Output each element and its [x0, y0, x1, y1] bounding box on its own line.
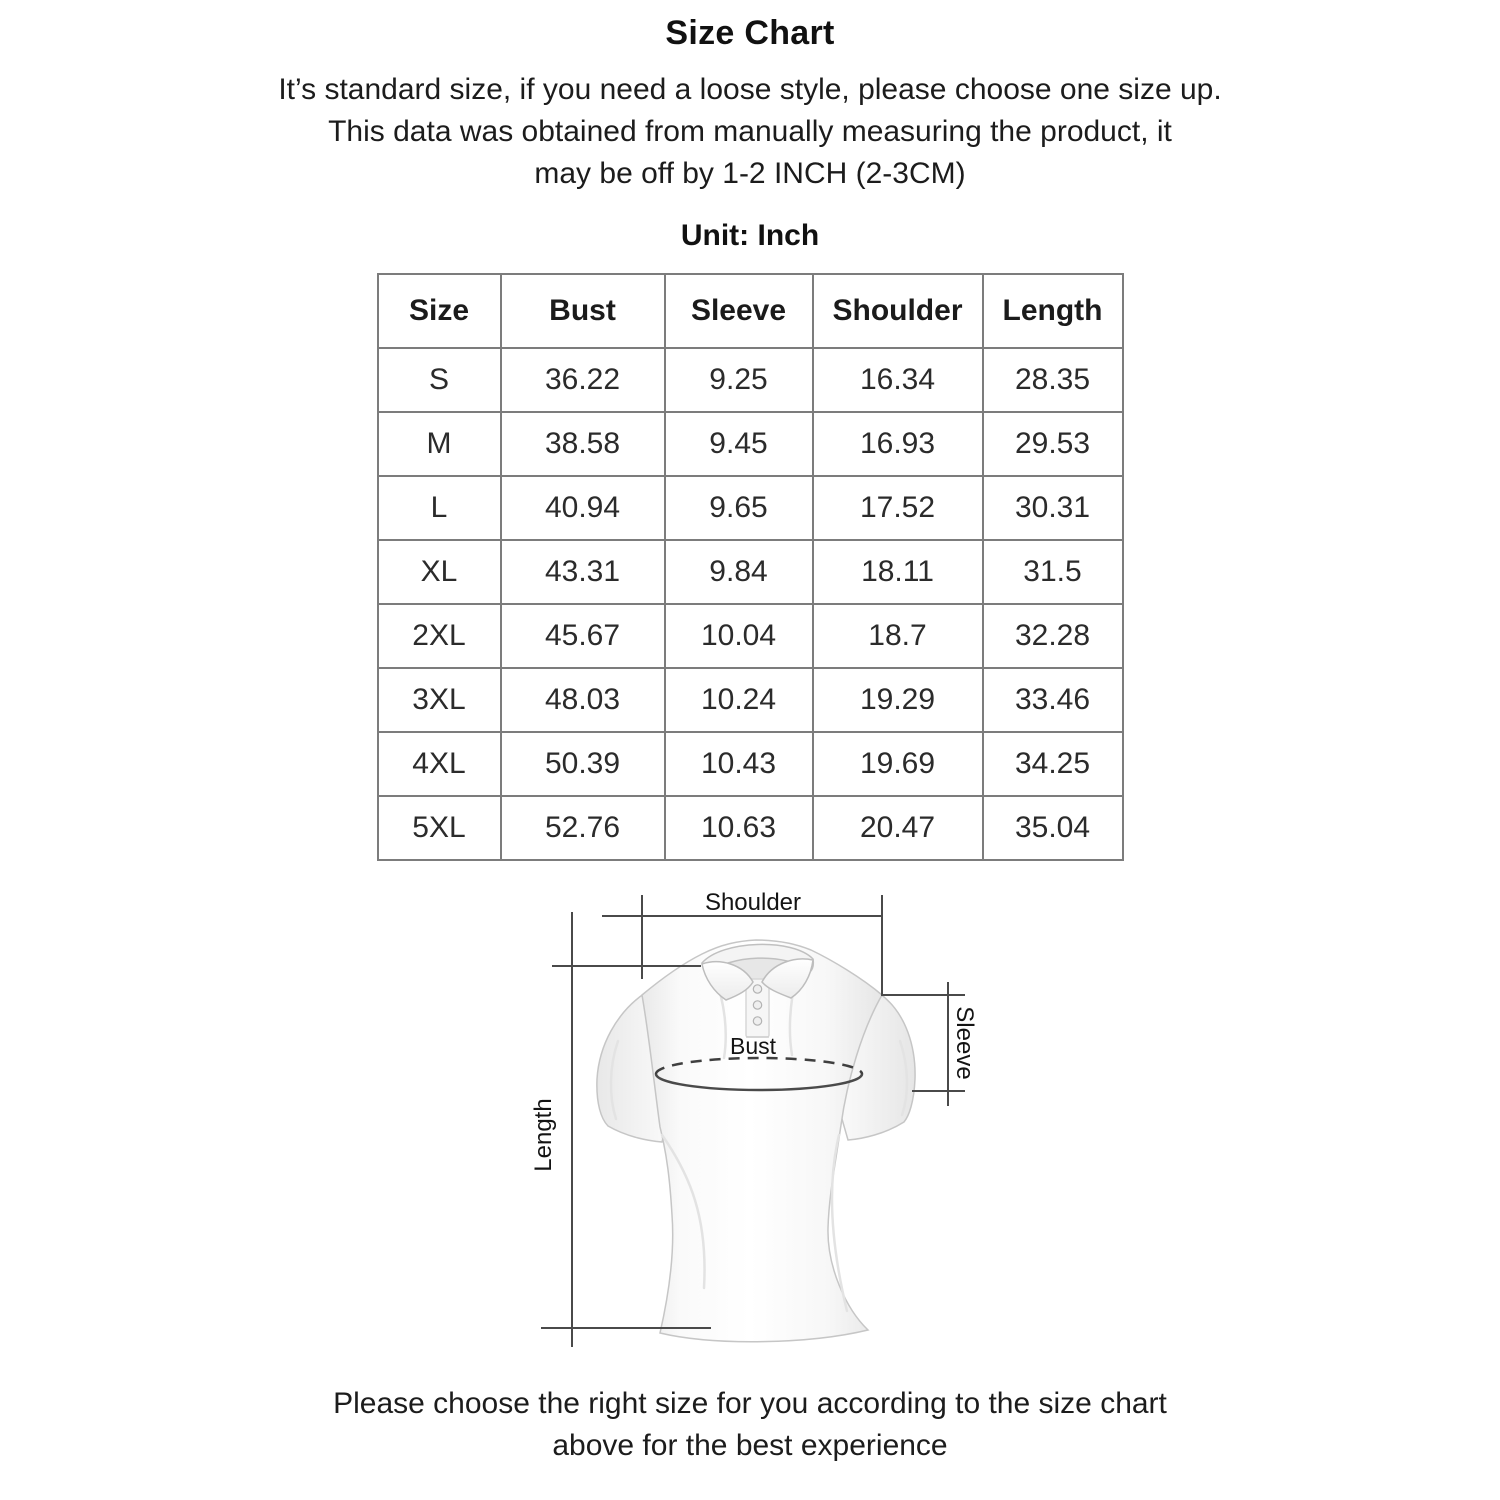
value-cell: 52.76 [501, 796, 665, 860]
value-cell: 40.94 [501, 476, 665, 540]
column-header-bust: Bust [501, 274, 665, 348]
size-cell: S [378, 348, 501, 412]
value-cell: 30.31 [983, 476, 1123, 540]
unit-label: Unit: Inch [680, 219, 820, 252]
column-header-size: Size [378, 274, 501, 348]
size-cell: M [378, 412, 501, 476]
value-cell: 33.46 [983, 668, 1123, 732]
table-row [378, 348, 1123, 412]
measurement-diagram [510, 883, 990, 1353]
value-cell: 43.31 [501, 540, 665, 604]
size-cell: 4XL [378, 732, 501, 796]
value-cell: 32.28 [983, 604, 1123, 668]
value-cell: 9.25 [665, 348, 813, 412]
length-label: Length [530, 1098, 557, 1172]
value-cell: 28.35 [983, 348, 1123, 412]
size-cell: 5XL [378, 796, 501, 860]
table-row [378, 732, 1123, 796]
size-table [377, 273, 1124, 861]
polo-shirt-illustration [510, 883, 990, 1353]
size-note-line: may be off by 1-2 INCH (2-3CM) [534, 157, 966, 190]
size-cell: 2XL [378, 604, 501, 668]
value-cell: 9.84 [665, 540, 813, 604]
table-row [378, 668, 1123, 732]
footer-note [0, 1383, 1500, 1467]
value-cell: 34.25 [983, 732, 1123, 796]
sleeve-label: Sleeve [951, 1006, 978, 1080]
value-cell: 16.34 [813, 348, 983, 412]
page-title: Size Chart [665, 14, 835, 52]
value-cell: 36.22 [501, 348, 665, 412]
value-cell: 50.39 [501, 732, 665, 796]
value-cell: 18.7 [813, 604, 983, 668]
value-cell: 20.47 [813, 796, 983, 860]
value-cell: 10.04 [665, 604, 813, 668]
value-cell: 31.5 [983, 540, 1123, 604]
column-header-length: Length [983, 274, 1123, 348]
value-cell: 16.93 [813, 412, 983, 476]
value-cell: 18.11 [813, 540, 983, 604]
table-row [378, 476, 1123, 540]
size-table-head-row [378, 274, 1123, 348]
footer-note-line: above for the best experience [552, 1429, 948, 1462]
value-cell: 9.45 [665, 412, 813, 476]
size-note-line: It’s standard size, if you need a loose style, please choose one size up. [278, 73, 1222, 106]
buttons [753, 985, 761, 1025]
value-cell: 17.52 [813, 476, 983, 540]
column-header-shoulder: Shoulder [813, 274, 983, 348]
shoulder-label: Shoulder [704, 889, 802, 916]
value-cell: 10.43 [665, 732, 813, 796]
table-row [378, 604, 1123, 668]
size-table-body [378, 348, 1123, 860]
table-row [378, 796, 1123, 860]
value-cell: 19.69 [813, 732, 983, 796]
size-cell: XL [378, 540, 501, 604]
size-cell: 3XL [378, 668, 501, 732]
value-cell: 10.63 [665, 796, 813, 860]
value-cell: 48.03 [501, 668, 665, 732]
value-cell: 10.24 [665, 668, 813, 732]
value-cell: 9.65 [665, 476, 813, 540]
size-note-line: This data was obtained from manually measuring the product, it [328, 115, 1172, 148]
value-cell: 35.04 [983, 796, 1123, 860]
table-row [378, 412, 1123, 476]
value-cell: 45.67 [501, 604, 665, 668]
value-cell: 19.29 [813, 668, 983, 732]
bust-label: Bust [729, 1033, 777, 1059]
value-cell: 38.58 [501, 412, 665, 476]
value-cell: 29.53 [983, 412, 1123, 476]
column-header-sleeve: Sleeve [665, 274, 813, 348]
footer-note-line: Please choose the right size for you according to the size chart [333, 1387, 1167, 1420]
size-note [0, 69, 1500, 195]
size-cell: L [378, 476, 501, 540]
polo-shirt-shape [597, 940, 915, 1342]
table-row [378, 540, 1123, 604]
